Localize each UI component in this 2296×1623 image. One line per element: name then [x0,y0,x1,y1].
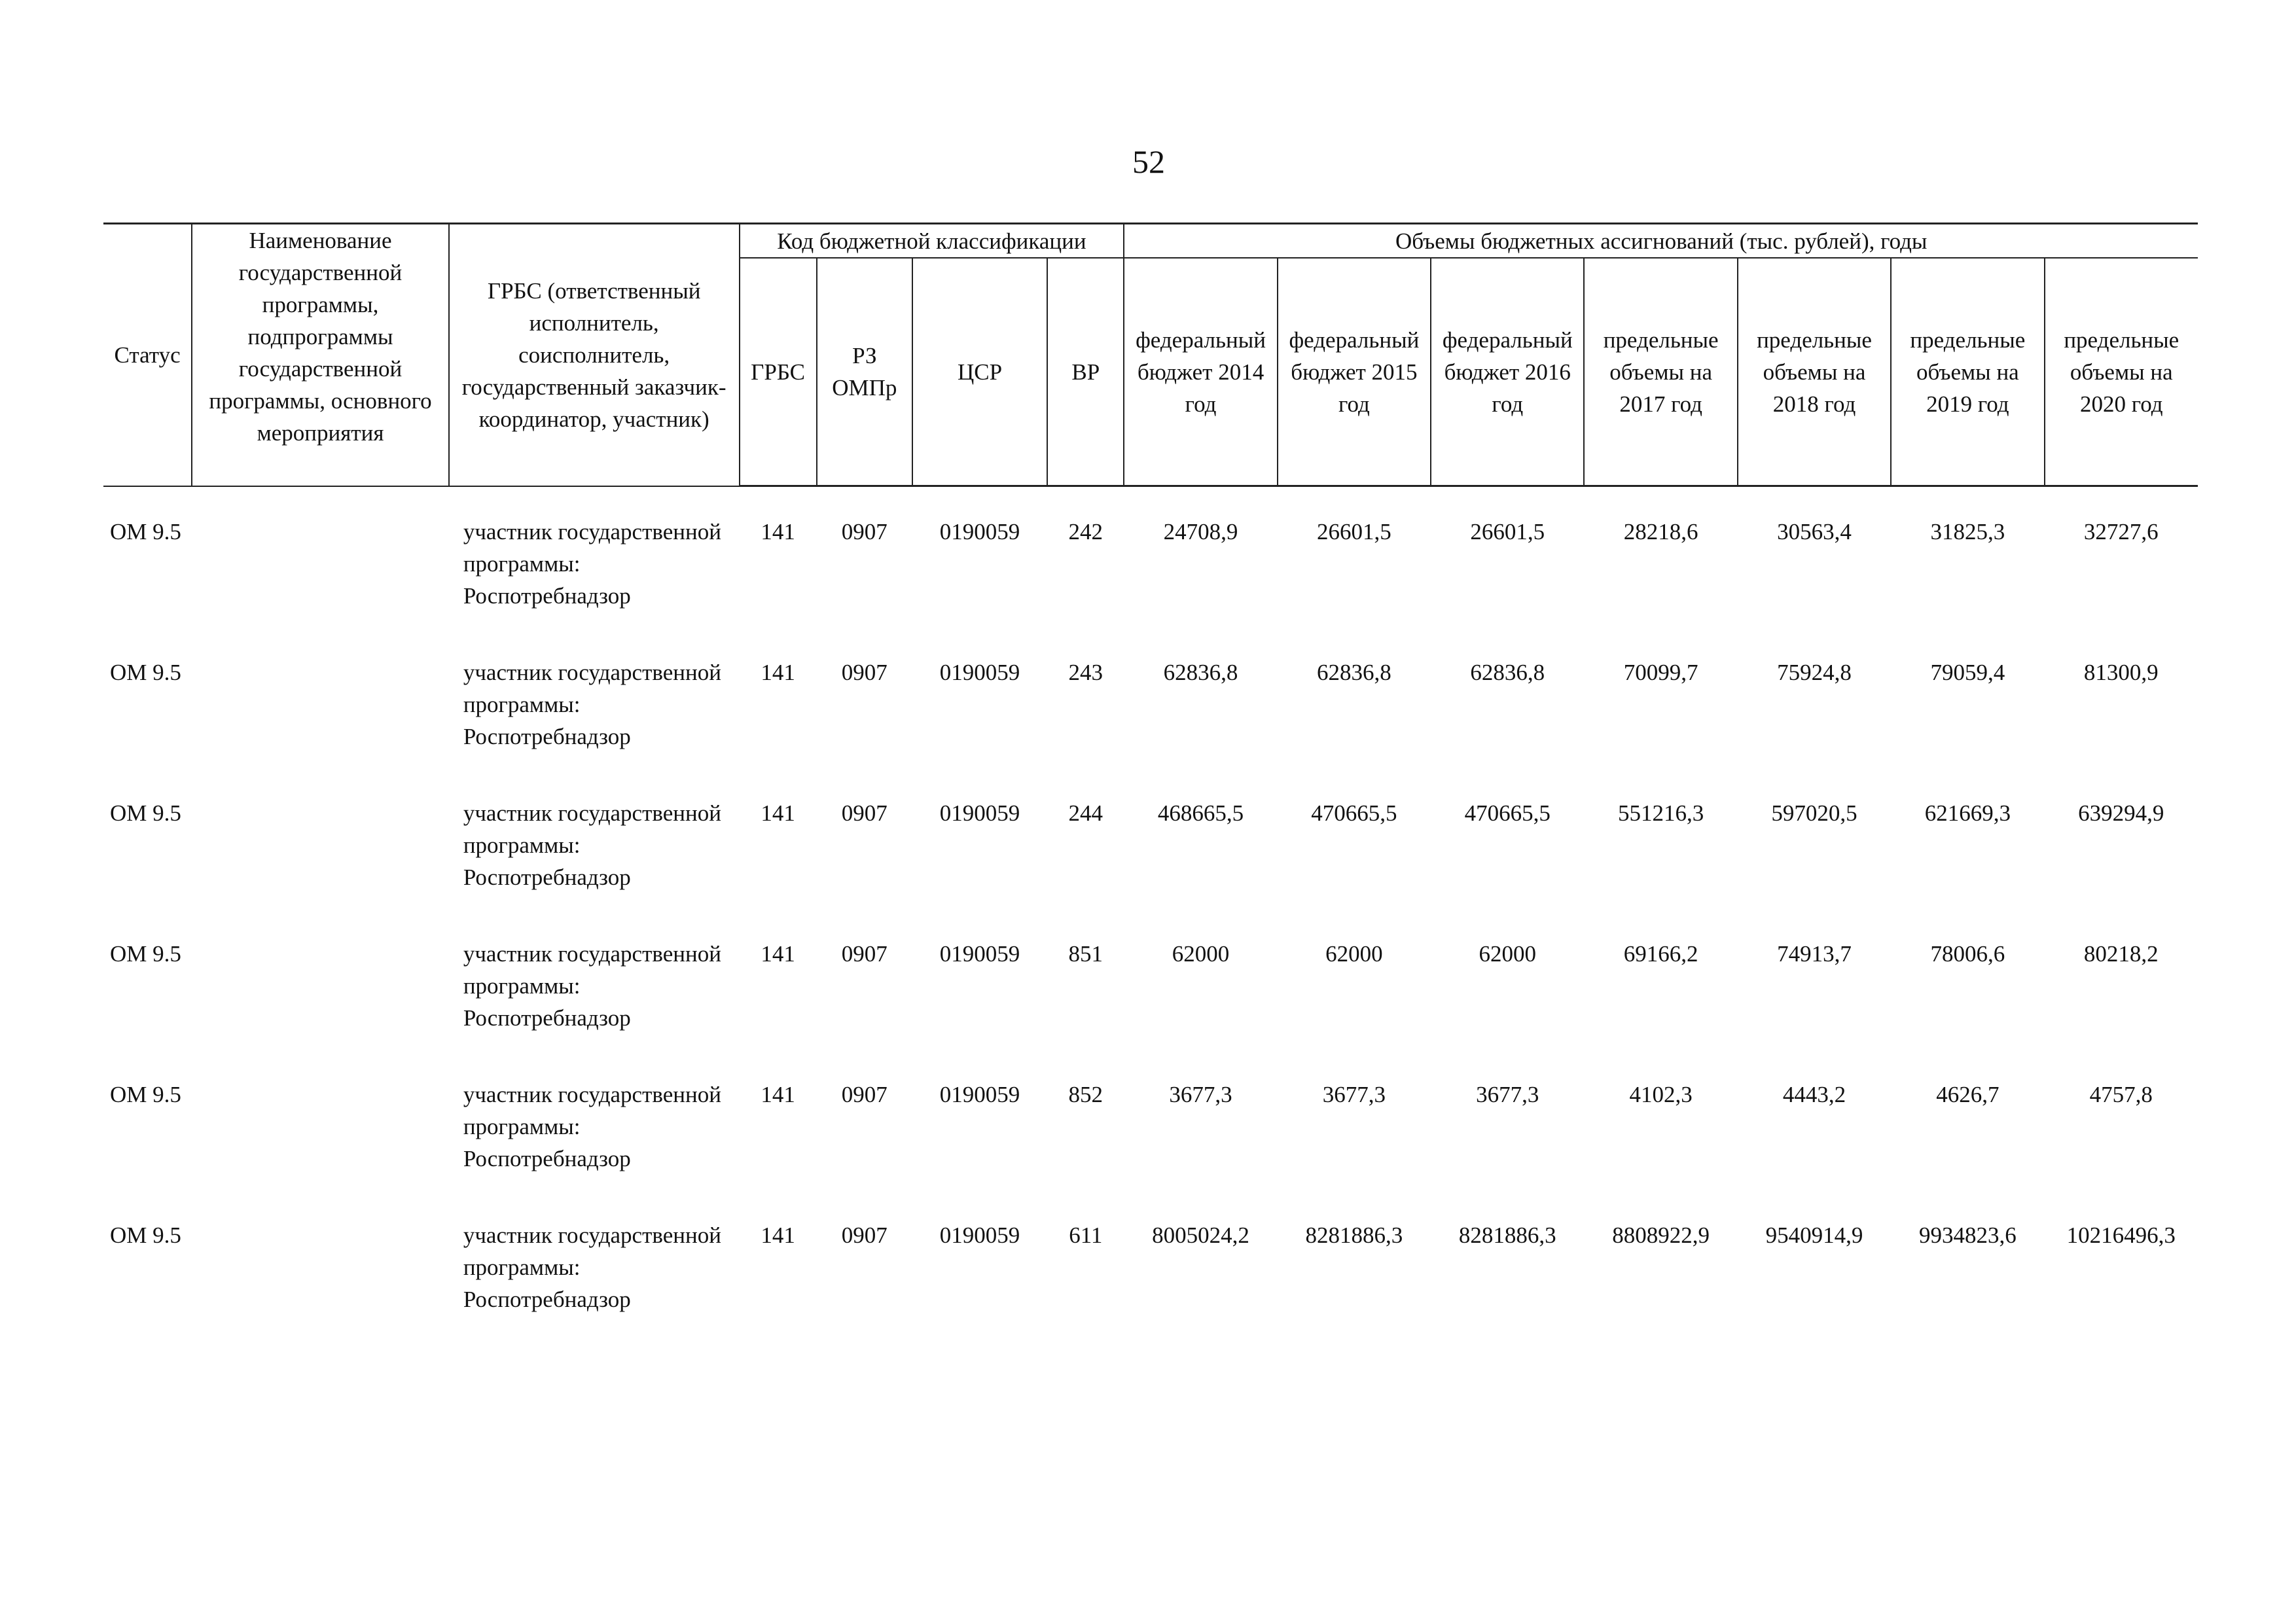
cell-amount-2020: 81300,9 [2083,660,2159,685]
header-year-2017: предельные объемы на 2017 год [1584,258,1737,486]
cell-amount-2019: 4626,7 [1936,1082,2000,1107]
header-year-2014: федеральный бюджет 2014 год [1124,258,1277,486]
cell-grbs: 141 [761,800,795,826]
header-year-2016: федеральный бюджет 2016 год [1431,258,1584,486]
cell-grbs: 141 [761,941,795,967]
cell-amount-2014: 24708,9 [1163,519,1238,544]
cell-grbs: 141 [761,1222,795,1248]
cell-amount-2016: 62000 [1479,941,1537,967]
cell-amount-2018: 30563,4 [1777,519,1852,544]
cell-amount-2018: 74913,7 [1777,941,1852,967]
header-year-2015: федеральный бюджет 2015 год [1278,258,1431,486]
cell-amount-2020: 10216496,3 [2066,1222,2176,1248]
cell-amount-2020: 4757,8 [2089,1082,2153,1107]
cell-rz-ompr: 0907 [841,519,888,544]
table-row [103,516,2198,656]
header-allocations-group: Объемы бюджетных ассигнований (тыс. рублей), годы [1124,224,2198,259]
cell-amount-2018: 9540914,9 [1765,1222,1863,1248]
cell-amount-2019: 79059,4 [1930,660,2005,685]
cell-csr: 0190059 [939,941,1020,967]
cell-amount-2014: 3677,3 [1169,1082,1232,1107]
cell-amount-2020: 32727,6 [2083,519,2159,544]
header-program-name: Наименование государственной программы, подпрограммы государственной программы, основного мероприятия [192,224,449,486]
cell-amount-2018: 4443,2 [1782,1082,1846,1107]
cell-rz-ompr: 0907 [841,941,888,967]
cell-csr: 0190059 [939,1222,1020,1248]
cell-amount-2014: 8005024,2 [1152,1222,1249,1248]
cell-responsible: участник государственной программы: Роспотребнадзор [463,1082,721,1171]
header-csr: ЦСР [912,258,1047,486]
cell-amount-2016: 62836,8 [1470,660,1545,685]
cell-amount-2016: 26601,5 [1470,519,1545,544]
cell-amount-2019: 9934823,6 [1918,1222,2017,1248]
page-number: 52 [1132,143,1165,180]
cell-amount-2014: 62000 [1172,941,1230,967]
cell-amount-2018: 597020,5 [1771,800,1857,826]
cell-amount-2017: 4102,3 [1629,1082,1693,1107]
cell-amount-2020: 80218,2 [2083,941,2159,967]
cell-amount-2019: 621669,3 [1924,800,2011,826]
header-grbs: ГРБС [740,258,817,486]
cell-amount-2015: 470665,5 [1311,800,1397,826]
cell-responsible: участник государственной программы: Роспотребнадзор [463,1222,721,1312]
cell-csr: 0190059 [939,519,1020,544]
cell-amount-2015: 62836,8 [1317,660,1391,685]
cell-rz-ompr: 0907 [841,1082,888,1107]
table-row [103,1079,2198,1219]
table-row [103,797,2198,938]
cell-rz-ompr: 0907 [841,660,888,685]
cell-status: ОМ 9.5 [110,519,181,544]
header-vr: ВР [1047,258,1124,486]
cell-amount-2019: 31825,3 [1930,519,2005,544]
header-status: Статус [103,224,192,486]
cell-status: ОМ 9.5 [110,1222,181,1248]
cell-vr: 852 [1068,1082,1103,1107]
cell-vr: 611 [1069,1222,1103,1248]
cell-program-name [192,656,449,797]
cell-responsible: участник государственной программы: Роспотребнадзор [463,800,721,890]
cell-csr: 0190059 [939,800,1020,826]
header-year-2018: предельные объемы на 2018 год [1738,258,1891,486]
cell-program-name [192,1079,449,1219]
header-year-2020: предельные объемы на 2020 год [2045,258,2198,486]
table-body [103,486,2198,1361]
cell-amount-2017: 551216,3 [1618,800,1704,826]
table-row [103,938,2198,1079]
cell-status: ОМ 9.5 [110,800,181,826]
cell-grbs: 141 [761,660,795,685]
cell-status: ОМ 9.5 [110,1082,181,1107]
cell-rz-ompr: 0907 [841,1222,888,1248]
cell-program-name [192,516,449,656]
table-row [103,1219,2198,1360]
cell-amount-2017: 8808922,9 [1612,1222,1710,1248]
cell-amount-2017: 70099,7 [1623,660,1698,685]
cell-status: ОМ 9.5 [110,660,181,685]
cell-amount-2014: 468665,5 [1157,800,1244,826]
header-year-2019: предельные объемы на 2019 год [1891,258,2044,486]
budget-allocation-table [103,223,2198,1360]
table-header [103,224,2198,486]
header-rz-ompr: РЗ ОМПр [817,258,912,486]
cell-amount-2016: 470665,5 [1464,800,1551,826]
header-grbs-responsible: ГРБС (ответственный исполнитель, соисполнитель, государственный заказчик-координатор, участник) [449,224,740,486]
cell-program-name [192,797,449,938]
cell-csr: 0190059 [939,1082,1020,1107]
cell-amount-2017: 28218,6 [1623,519,1698,544]
cell-responsible: участник государственной программы: Роспотребнадзор [463,660,721,749]
cell-amount-2016: 8281886,3 [1458,1222,1556,1248]
cell-program-name [192,1219,449,1360]
cell-vr: 243 [1068,660,1103,685]
cell-amount-2019: 78006,6 [1930,941,2005,967]
cell-grbs: 141 [761,1082,795,1107]
cell-program-name [192,938,449,1079]
cell-amount-2017: 69166,2 [1623,941,1698,967]
cell-vr: 244 [1068,800,1103,826]
cell-vr: 851 [1068,941,1103,967]
cell-amount-2015: 62000 [1325,941,1383,967]
header-budget-code-group: Код бюджетной классификации [740,224,1124,259]
cell-amount-2014: 62836,8 [1163,660,1238,685]
cell-amount-2020: 639294,9 [2078,800,2164,826]
cell-csr: 0190059 [939,660,1020,685]
cell-amount-2016: 3677,3 [1476,1082,1539,1107]
cell-grbs: 141 [761,519,795,544]
cell-responsible: участник государственной программы: Роспотребнадзор [463,519,721,609]
table-row [103,656,2198,797]
cell-status: ОМ 9.5 [110,941,181,967]
cell-vr: 242 [1068,519,1103,544]
cell-amount-2015: 26601,5 [1317,519,1391,544]
cell-responsible: участник государственной программы: Роспотребнадзор [463,941,721,1031]
cell-rz-ompr: 0907 [841,800,888,826]
cell-amount-2015: 8281886,3 [1305,1222,1403,1248]
cell-amount-2018: 75924,8 [1777,660,1852,685]
cell-amount-2015: 3677,3 [1322,1082,1386,1107]
